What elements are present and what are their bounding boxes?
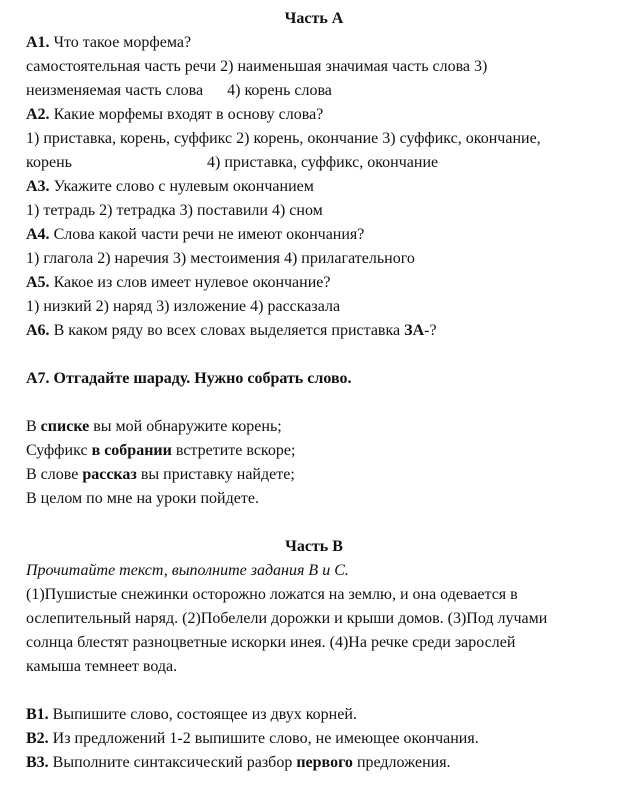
question-a2-options-cont-b: 4) приставка, суффикс, окончание [207,154,439,171]
text-line-3: солнца блестят разноцветные искорки инея. (4)На речке среди зарослей [26,634,516,651]
question-a4-options: 1) глагола 2) наречия 3) местоимения 4) прилагательного [26,250,415,267]
question-a5: А5. Какое из слов имеет нулевое окончание? [26,274,331,291]
question-a7: А7. Отгадайте шараду. Нужно собрать слово. [26,370,352,387]
text-line-1: (1)Пушистые снежинки осторожно ложатся на землю, и она одевается в [26,586,518,603]
poem-line-4: В целом по мне на уроки пойдете. [26,490,259,507]
question-a5-options: 1) низкий 2) наряд 3) изложение 4) рассказала [26,298,341,315]
question-a1-options-cont: неизменяемая часть слова 4) корень слова [26,82,332,99]
question-a6: А6. В каком ряду во всех словах выделяется приставка ЗА-? [26,322,437,339]
question-a1-options: самостоятельная часть речи 2) наименьшая значимая часть слова 3) [26,58,488,75]
part-b-instruction: Прочитайте текст, выполните задания В и С. [26,562,349,579]
poem-line-1: В списке вы мой обнаружите корень; [26,418,282,435]
part-a-title: Часть А [284,10,344,27]
task-b1: В1. Выпишите слово, состоящее из двух корней. [26,706,357,723]
text-line-2: ослепительный наряд. (2)Побелели дорожки и крыши домов. (3)Под лучами [26,610,548,627]
question-a3: А3. Укажите слово с нулевым окончанием [26,178,314,195]
question-a2-options: 1) приставка, корень, суффикс 2) корень, окончание 3) суффикс, окончание, [26,130,541,147]
question-a3-options: 1) тетрадь 2) тетрадка 3) поставили 4) сном [26,202,323,219]
question-a2-options-cont-a: корень [26,154,72,171]
task-b2: В2. Из предложений 1-2 выпишите слово, не имеющее окончания. [26,730,479,747]
task-b3: В3. Выполните синтаксический разбор первого предложения. [26,754,451,771]
poem-line-3: В слове рассказ вы приставку найдете; [26,466,295,483]
part-b-title: Часть В [285,538,343,555]
poem-line-2: Суффикс в собрании встретите вскоре; [26,442,296,459]
text-line-4: камыша темнеет вода. [26,658,178,675]
question-a4: А4. Слова какой части речи не имеют окончания? [26,226,365,243]
question-a1: А1. Что такое морфема? [26,34,192,51]
question-a2: А2. Какие морфемы входят в основу слова? [26,106,324,123]
